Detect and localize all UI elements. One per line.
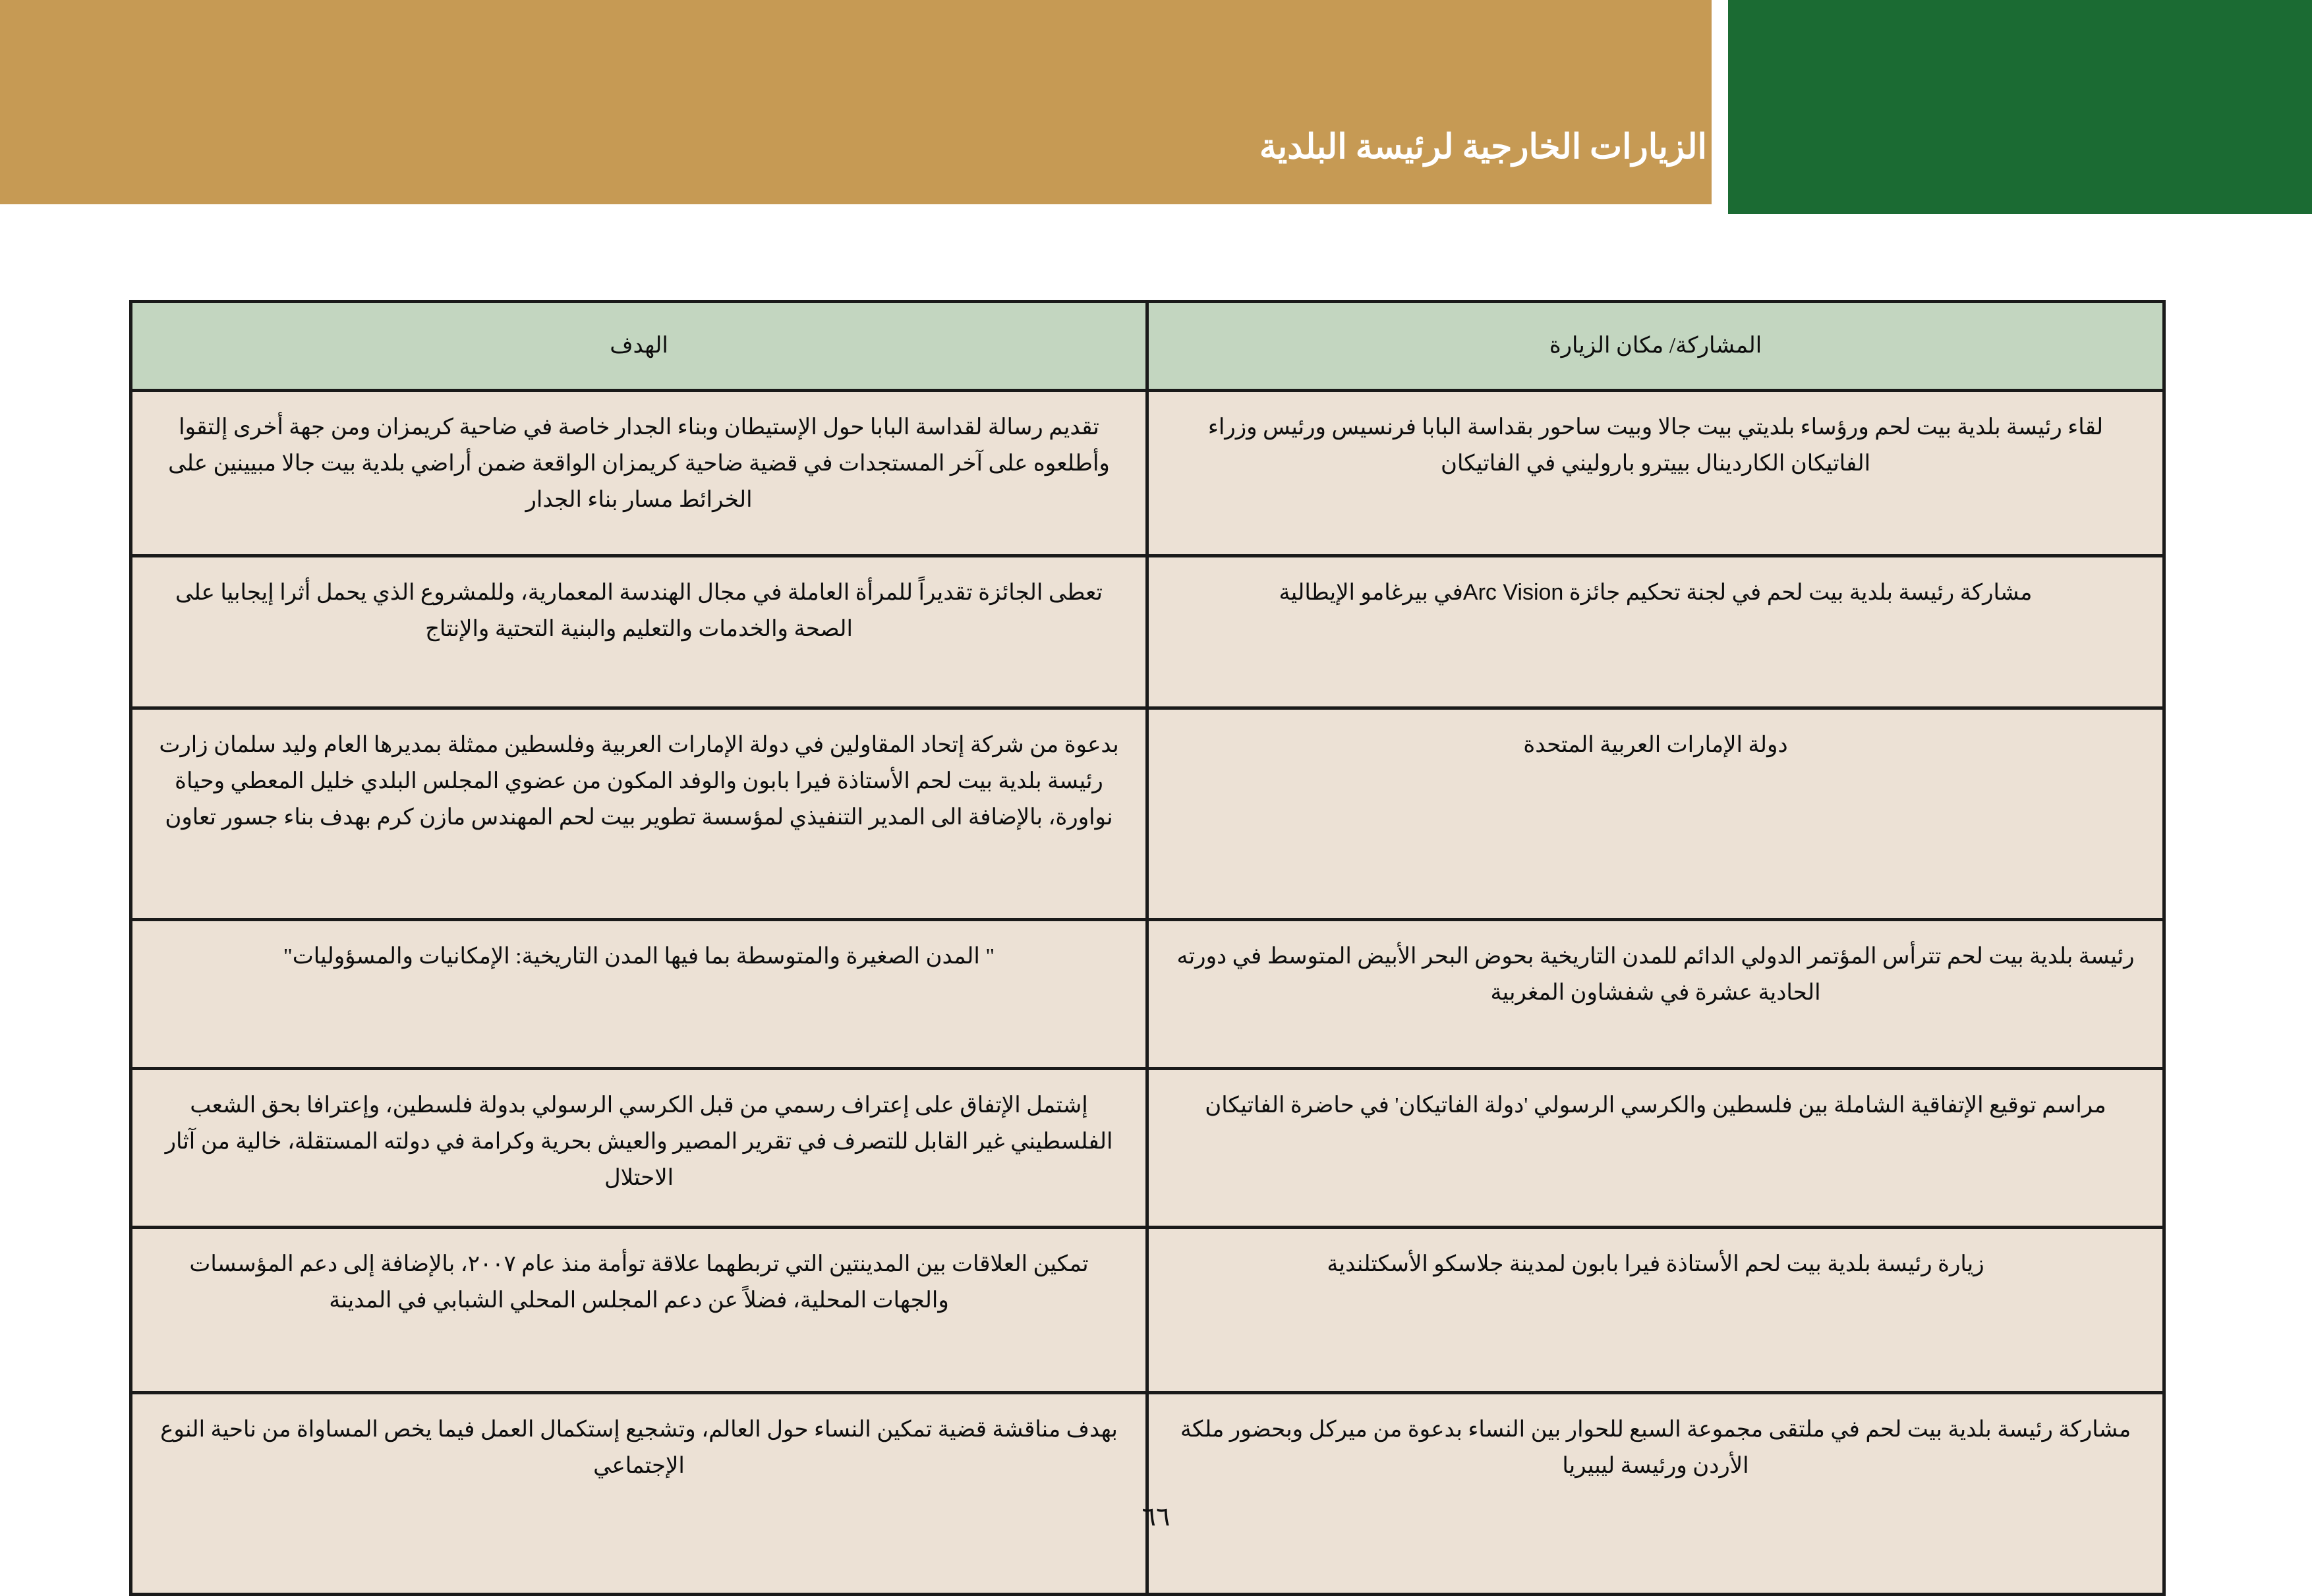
cell-place-award-name: Arc Vision	[1462, 580, 1564, 605]
column-header-goal: الهدف	[131, 302, 1147, 391]
table-row	[131, 556, 2164, 708]
column-header-place: المشاركة/ مكان الزيارة	[1147, 302, 2164, 391]
page-number: ٦٦	[1142, 1502, 1170, 1531]
cell-goal: تقديم رسالة لقداسة البابا حول الإستيطان وبناء الجدار خاصة في ضاحية كريمزان ومن جهة أخرى إلتقوا وأطلعوه على آخر المستجدات في قضية ضاحية كريمزان الواقعة ضمن أراضي بلدية بيت جالا مبيينين على الخرائط مسار بناء الجدار	[131, 391, 1147, 556]
table-row	[131, 920, 2164, 1069]
cell-place: لقاء رئيسة بلدية بيت لحم ورؤساء بلديتي بيت جالا وبيت ساحور بقداسة البابا فرنسيس ورئيس وزراء الفاتيكان الكاردينال بييترو باروليني في الفاتيكان	[1147, 391, 2164, 556]
table-header-row	[131, 302, 2164, 391]
cell-goal: تعطى الجائزة تقديراً للمرأة العاملة في مجال الهندسة المعمارية، وللمشروع الذي يحمل أثرا إيجابيا على الصحة والخدمات والتعليم والبنية التحتية والإنتاج	[131, 556, 1147, 708]
cell-place: زيارة رئيسة بلدية بيت لحم الأستاذة فيرا بابون لمدينة جلاسكو الأسكتلندية	[1147, 1228, 2164, 1393]
header-band-gap	[1712, 0, 1728, 204]
page-title: الزيارات الخارجية لرئيسة البلدية	[1259, 128, 1707, 166]
external-visits-table	[129, 300, 2166, 1596]
cell-goal: بهدف مناقشة قضية تمكين النساء حول العالم، وتشجيع إستكمال العمل فيما يخص المساواة من ناحية النوع الإجتماعي	[131, 1393, 1147, 1595]
cell-place: مشاركة رئيسة بلدية بيت لحم في ملتقى مجموعة السبع للحوار بين النساء بدعوة من ميركل وبحضور ملكة الأردن ورئيسة ليبيريا	[1147, 1393, 2164, 1595]
table-body	[131, 391, 2164, 1595]
table-row	[131, 1069, 2164, 1228]
cell-goal: بدعوة من شركة إتحاد المقاولين في دولة الإمارات العربية وفلسطين ممثلة بمديرها العام وليد سلمان زارت رئيسة بلدية بيت لحم الأستاذة فيرا بابون والوفد المكون من عضوي المجلس البلدي خليل المعطي وحياة نواورة، بالإضافة الى المدير التنفيذي لمؤسسة تطوير بيت لحم المهندس مازن كرم بهدف بناء جسور تعاون	[131, 708, 1147, 920]
cell-place-text-pre: مشاركة رئيسة بلدية بيت لحم في لجنة تحكيم جائزة	[1563, 581, 2033, 605]
cell-place: مراسم توقيع الإتفاقية الشاملة بين فلسطين والكرسي الرسولي 'دولة الفاتيكان' في حاضرة الفاتيكان	[1147, 1069, 2164, 1228]
cell-goal: إشتمل الإتفاق على إعتراف رسمي من قبل الكرسي الرسولي بدولة فلسطين، وإعترافا بحق الشعب الفلسطيني غير القابل للتصرف في تقرير المصير والعيش بحرية وكرامة في دولته المستقلة، خالية من آثار الاحتلال	[131, 1069, 1147, 1228]
page-header	[0, 0, 2312, 211]
cell-place-text-post: في بيرغامو الإيطالية	[1279, 581, 1463, 605]
cell-place: رئيسة بلدية بيت لحم تترأس المؤتمر الدولي الدائم للمدن التاريخية بحوض البحر الأبيض المتوسط في دورته الحادية عشرة في شفشاون المغربية	[1147, 920, 2164, 1069]
cell-place	[1147, 556, 2164, 708]
cell-goal: تمكين العلاقات بين المدينتين التي تربطهما علاقة توأمة منذ عام ٢٠٠٧، بالإضافة إلى دعم المؤسسات والجهات المحلية، فضلاً عن دعم المجلس المحلي الشبابي في المدينة	[131, 1228, 1147, 1393]
visits-table-container	[132, 300, 2166, 1596]
cell-goal: " المدن الصغيرة والمتوسطة بما فيها المدن التاريخية: الإمكانيات والمسؤوليات"	[131, 920, 1147, 1069]
table-row	[131, 708, 2164, 920]
table-row	[131, 1228, 2164, 1393]
table-row	[131, 391, 2164, 556]
table-row	[131, 1393, 2164, 1595]
header-gold-band	[0, 0, 1712, 204]
header-green-band	[1728, 0, 2312, 214]
cell-place: دولة الإمارات العربية المتحدة	[1147, 708, 2164, 920]
table-header	[131, 302, 2164, 391]
